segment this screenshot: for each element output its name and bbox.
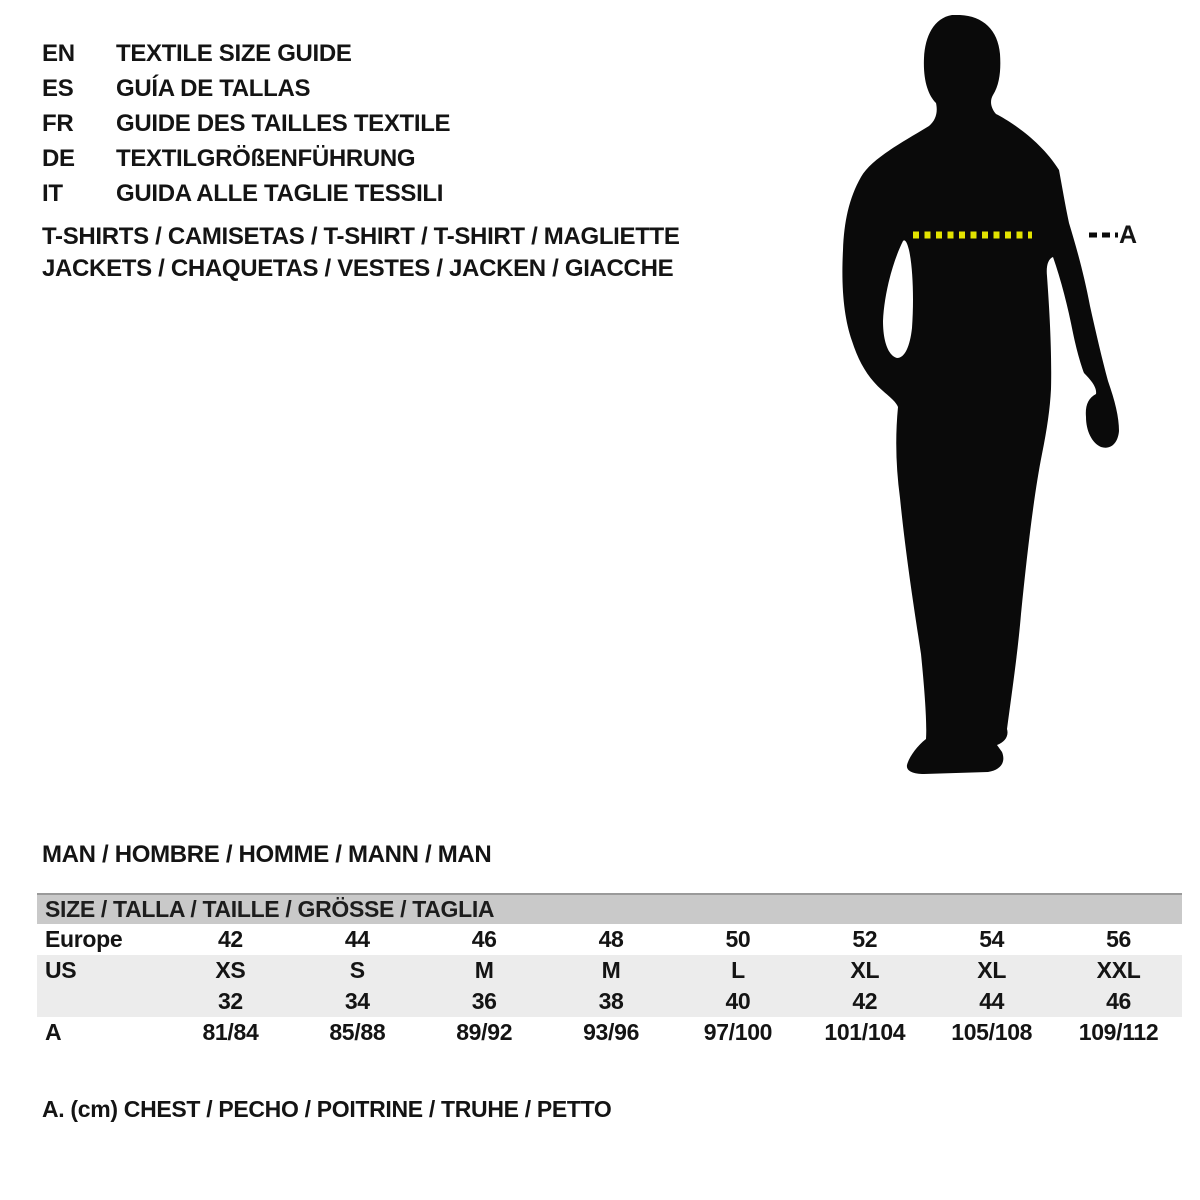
size-cell: S — [349, 957, 365, 983]
language-title: TEXTILGRÖßENFÜHRUNG — [116, 145, 416, 172]
language-title: GUIDA ALLE TAGLIE TESSILI — [116, 180, 444, 207]
size-cell: 81/84 — [202, 1019, 259, 1045]
language-row-fr — [42, 106, 450, 141]
table-row-us-letters — [37, 955, 1182, 986]
man-silhouette-path — [842, 15, 1119, 774]
language-row-de — [42, 141, 450, 176]
size-cell: 101/104 — [824, 1019, 906, 1045]
size-cell: 42 — [852, 988, 878, 1014]
size-cell: XXL — [1096, 957, 1141, 983]
size-cell: 97/100 — [703, 1019, 773, 1045]
size-cell: 48 — [598, 926, 624, 952]
section-title-man: MAN / HOMBRE / HOMME / MANN / MAN — [42, 841, 492, 868]
measure-point-label: A — [1119, 221, 1137, 249]
size-cell: XL — [977, 957, 1007, 983]
size-cell: 46 — [1106, 988, 1132, 1014]
size-cell: 105/108 — [951, 1019, 1033, 1045]
size-cell: L — [731, 957, 745, 983]
table-row-us-numbers — [37, 986, 1182, 1017]
language-row-en — [42, 36, 450, 71]
language-title: GUÍA DE TALLAS — [116, 75, 311, 102]
size-cell: 42 — [217, 926, 243, 952]
category-line-tshirts: T-SHIRTS / CAMISETAS / T-SHIRT / T-SHIRT / MAGLIETTE — [42, 223, 680, 250]
size-cell: 46 — [471, 926, 497, 952]
language-code: ES — [42, 75, 74, 102]
size-cell: 34 — [344, 988, 370, 1014]
language-code: IT — [42, 180, 63, 207]
language-title: TEXTILE SIZE GUIDE — [116, 40, 352, 67]
table-row-chest-cm — [37, 1017, 1182, 1048]
table-row-europe — [37, 924, 1182, 955]
footnote-chest-measure: A. (cm) CHEST / PECHO / POITRINE / TRUHE / PETTO — [42, 1096, 612, 1122]
size-cell: 109/112 — [1078, 1019, 1159, 1045]
size-cell: 38 — [598, 988, 624, 1014]
size-cell: 36 — [471, 988, 497, 1014]
size-cell: 85/88 — [329, 1019, 386, 1045]
language-guide — [42, 36, 450, 211]
size-cell: 32 — [217, 988, 243, 1014]
language-code: EN — [42, 40, 75, 67]
language-row-es — [42, 71, 450, 106]
language-code: FR — [42, 110, 74, 137]
size-cell: 54 — [979, 926, 1005, 952]
size-cell: XS — [215, 957, 246, 983]
size-cell: M — [601, 957, 621, 983]
size-cell: 52 — [852, 926, 878, 952]
size-cell: 44 — [979, 988, 1005, 1014]
size-cell: XL — [850, 957, 880, 983]
language-code: DE — [42, 145, 75, 172]
row-label: US — [45, 957, 77, 983]
size-cell: 40 — [725, 988, 751, 1014]
size-cell: 44 — [344, 926, 370, 952]
size-cell: 93/96 — [583, 1019, 640, 1045]
size-cell: 56 — [1106, 926, 1132, 952]
size-cell: 89/92 — [456, 1019, 513, 1045]
size-table-header: SIZE / TALLA / TAILLE / GRÖSSE / TAGLIA — [37, 893, 1182, 924]
language-title: GUIDE DES TAILLES TEXTILE — [116, 110, 451, 137]
size-cell: M — [474, 957, 494, 983]
row-label: A — [45, 1019, 62, 1045]
category-lines — [42, 221, 680, 285]
size-table — [37, 893, 1182, 1048]
language-row-it — [42, 176, 450, 211]
row-label: Europe — [45, 926, 123, 952]
category-line-jackets: JACKETS / CHAQUETAS / VESTES / JACKEN / GIACCHE — [42, 255, 674, 282]
size-cell: 50 — [725, 926, 751, 952]
